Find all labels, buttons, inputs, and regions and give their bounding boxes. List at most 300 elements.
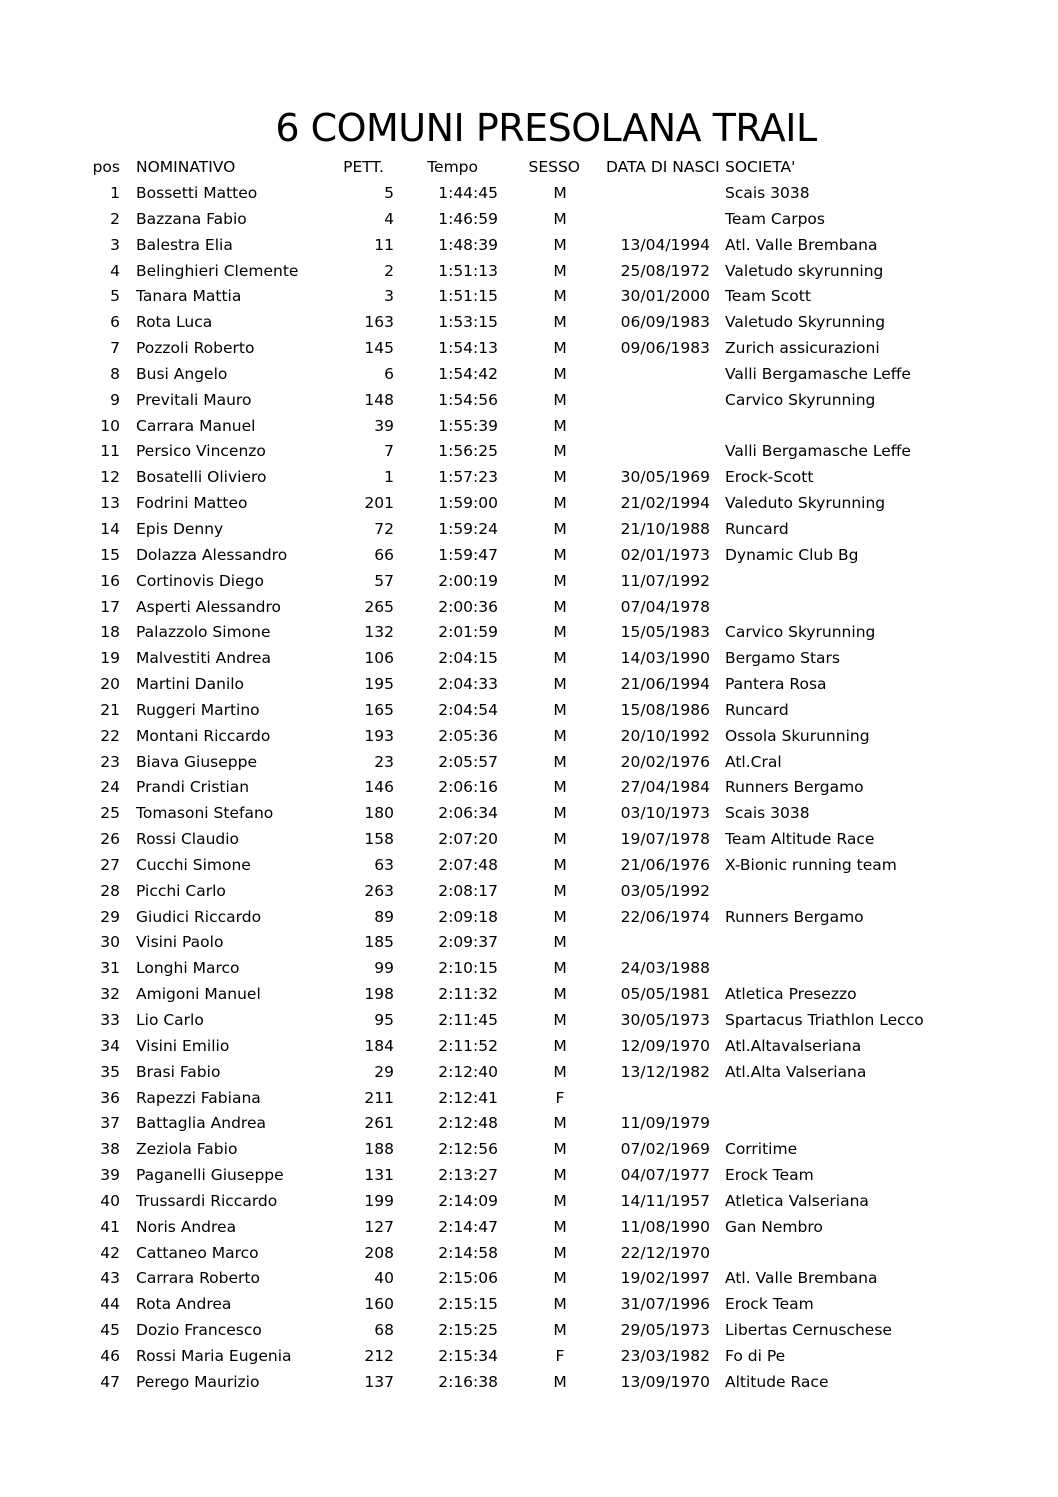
row-time: 2:12:56	[438, 1140, 498, 1159]
row-pos: 35	[100, 1062, 120, 1081]
table-row	[0, 879, 1058, 905]
row-time: 1:54:13	[438, 339, 498, 358]
row-name: Belinghieri Clemente	[136, 261, 299, 280]
row-pos: 19	[100, 649, 120, 668]
row-name: Biava Giuseppe	[136, 752, 258, 771]
row-sex: M	[553, 881, 567, 900]
row-club: Runners Bergamo	[725, 907, 864, 926]
row-name: Prandi Cristian	[136, 778, 250, 797]
row-name: Perego Maurizio	[136, 1372, 260, 1391]
header-time: Tempo	[427, 158, 478, 176]
row-name: Martini Danilo	[136, 675, 245, 694]
row-name: Noris Andrea	[136, 1217, 237, 1236]
row-club: Altitude Race	[725, 1372, 829, 1391]
row-club: Atl. Valle Brembana	[725, 235, 878, 254]
row-sex: M	[553, 209, 567, 228]
row-dob	[590, 930, 710, 956]
row-dob: 11/08/1990	[620, 1217, 710, 1236]
row-name: Cortinovis Diego	[136, 571, 264, 590]
row-sex: M	[553, 1321, 567, 1340]
row-bib: 11	[374, 235, 394, 254]
row-bib: 1	[384, 468, 394, 487]
row-sex: M	[553, 1062, 567, 1081]
row-sex: M	[553, 571, 567, 590]
row-bib: 148	[364, 390, 394, 409]
row-sex: M	[553, 339, 567, 358]
row-club: Team Altitude Race	[725, 830, 875, 849]
row-pos: 20	[100, 675, 120, 694]
row-dob	[590, 207, 710, 233]
row-name: Bosatelli Oliviero	[136, 468, 267, 487]
row-sex: M	[553, 959, 567, 978]
row-dob: 15/05/1983	[620, 623, 710, 642]
row-bib: 199	[364, 1191, 394, 1210]
row-pos: 9	[110, 390, 120, 409]
row-dob: 20/02/1976	[620, 752, 710, 771]
row-dob: 15/08/1986	[620, 700, 710, 719]
row-dob	[590, 388, 710, 414]
row-sex: M	[553, 1036, 567, 1055]
row-pos: 47	[100, 1372, 120, 1391]
row-pos: 13	[100, 494, 120, 513]
header-sex: SESSO	[528, 158, 580, 176]
row-time: 2:15:06	[438, 1269, 498, 1288]
row-dob: 20/10/1992	[620, 726, 710, 745]
row-pos: 12	[100, 468, 120, 487]
row-pos: 2	[110, 209, 120, 228]
row-bib: 23	[374, 752, 394, 771]
row-pos: 24	[100, 778, 120, 797]
row-club: Atl. Valle Brembana	[725, 1269, 878, 1288]
row-name: Visini Emilio	[136, 1036, 230, 1055]
row-sex: M	[553, 1114, 567, 1133]
row-club: Runcard	[725, 700, 789, 719]
row-sex: M	[553, 778, 567, 797]
row-pos: 18	[100, 623, 120, 642]
row-pos: 34	[100, 1036, 120, 1055]
row-pos: 37	[100, 1114, 120, 1133]
row-dob: 04/07/1977	[620, 1166, 710, 1185]
row-dob: 27/04/1984	[620, 778, 710, 797]
row-time: 1:53:15	[438, 313, 498, 332]
row-name: Persico Vincenzo	[136, 442, 266, 461]
row-club: Corritime	[725, 1140, 798, 1159]
row-club: Runners Bergamo	[725, 778, 864, 797]
row-time: 2:16:38	[438, 1372, 498, 1391]
table-row	[0, 1137, 1058, 1163]
row-sex: M	[553, 675, 567, 694]
row-dob: 21/06/1976	[620, 855, 710, 874]
row-dob: 24/03/1988	[620, 959, 710, 978]
row-name: Tomasoni Stefano	[136, 804, 274, 823]
row-club: Bergamo Stars	[725, 649, 840, 668]
row-dob: 30/01/2000	[620, 287, 710, 306]
table-row	[0, 1086, 1058, 1112]
row-time: 2:06:34	[438, 804, 498, 823]
row-dob: 11/07/1992	[620, 571, 710, 590]
row-name: Trussardi Riccardo	[136, 1191, 278, 1210]
document-title: 6 COMUNI PRESOLANA TRAIL	[275, 106, 817, 150]
row-dob: 30/05/1973	[620, 1011, 710, 1029]
row-bib: 165	[364, 700, 394, 719]
row-club: X-Bionic running team	[725, 855, 897, 874]
row-pos: 40	[100, 1191, 120, 1210]
row-name: Rapezzi Fabiana	[136, 1088, 261, 1107]
row-sex: M	[553, 726, 567, 745]
row-bib: 4	[384, 209, 394, 228]
row-dob: 05/05/1981	[620, 985, 710, 1004]
row-pos: 31	[100, 959, 120, 978]
table-row	[0, 362, 1058, 388]
row-name: Longhi Marco	[136, 959, 240, 978]
row-name: Lio Carlo	[136, 1011, 204, 1029]
row-time: 1:57:23	[438, 468, 498, 487]
table-row	[0, 775, 1058, 801]
row-name: Malvestiti Andrea	[136, 649, 271, 668]
row-pos: 17	[100, 597, 120, 616]
header-pos: pos	[92, 158, 120, 176]
row-pos: 16	[100, 571, 120, 590]
row-sex: M	[553, 804, 567, 823]
row-sex: M	[553, 1295, 567, 1314]
row-time: 2:05:57	[438, 752, 498, 771]
row-club	[725, 414, 1055, 440]
row-dob: 11/09/1979	[620, 1114, 710, 1133]
row-dob: 13/04/1994	[620, 235, 710, 254]
row-name: Rossi Maria Eugenia	[136, 1346, 292, 1365]
row-sex: M	[553, 1217, 567, 1236]
row-sex: M	[553, 907, 567, 926]
table-header-row	[0, 155, 1058, 181]
row-bib: 5	[384, 184, 394, 202]
row-pos: 26	[100, 830, 120, 849]
row-club: Valli Bergamasche Leffe	[725, 364, 911, 383]
row-pos: 33	[100, 1011, 120, 1029]
row-pos: 4	[110, 261, 120, 280]
row-bib: 7	[384, 442, 394, 461]
row-bib: 160	[364, 1295, 394, 1314]
row-bib: 132	[364, 623, 394, 642]
table-row	[0, 284, 1058, 310]
row-name: Bossetti Matteo	[136, 184, 258, 202]
row-time: 1:51:13	[438, 261, 498, 280]
row-name: Giudici Riccardo	[136, 907, 262, 926]
row-dob	[590, 181, 710, 207]
row-pos: 36	[100, 1088, 120, 1107]
row-bib: 188	[364, 1140, 394, 1159]
table-row	[0, 1163, 1058, 1189]
row-sex: M	[553, 1269, 567, 1288]
table-row	[0, 620, 1058, 646]
table-row	[0, 388, 1058, 414]
row-pos: 25	[100, 804, 120, 823]
row-name: Carrara Manuel	[136, 416, 256, 435]
row-dob: 03/05/1992	[620, 881, 710, 900]
row-dob: 07/02/1969	[620, 1140, 710, 1159]
table-row	[0, 698, 1058, 724]
row-sex: M	[553, 1166, 567, 1185]
row-club: Dynamic Club Bg	[725, 545, 859, 564]
row-time: 2:12:40	[438, 1062, 498, 1081]
row-club: Atletica Presezzo	[725, 985, 857, 1004]
row-club	[725, 1241, 1055, 1267]
table-row	[0, 569, 1058, 595]
row-club: Atletica Valseriana	[725, 1191, 869, 1210]
row-time: 2:15:25	[438, 1321, 498, 1340]
row-bib: 89	[374, 907, 394, 926]
row-club: Atl.Altavalseriana	[725, 1036, 862, 1055]
row-club	[725, 569, 1055, 595]
row-pos: 7	[110, 339, 120, 358]
row-pos: 8	[110, 364, 120, 383]
row-club: Carvico Skyrunning	[725, 390, 876, 409]
header-name: NOMINATIVO	[136, 158, 236, 176]
row-name: Balestra Elia	[136, 235, 233, 254]
header-bib: PETT.	[343, 158, 384, 176]
row-bib: 95	[374, 1011, 394, 1029]
table-row	[0, 905, 1058, 931]
row-name: Montani Riccardo	[136, 726, 271, 745]
row-bib: 29	[374, 1062, 394, 1081]
row-time: 1:51:15	[438, 287, 498, 306]
row-dob	[590, 1086, 710, 1112]
row-pos: 43	[100, 1269, 120, 1288]
row-pos: 29	[100, 907, 120, 926]
row-sex: M	[553, 1140, 567, 1159]
row-bib: 39	[374, 416, 394, 435]
row-name: Tanara Mattia	[136, 287, 242, 306]
row-pos: 41	[100, 1217, 120, 1236]
row-name: Visini Paolo	[136, 933, 224, 952]
table-row	[0, 1060, 1058, 1086]
row-name: Pozzoli Roberto	[136, 339, 255, 358]
row-club	[725, 930, 1055, 956]
row-pos: 27	[100, 855, 120, 874]
row-pos: 39	[100, 1166, 120, 1185]
table-row	[0, 491, 1058, 517]
row-name: Carrara Roberto	[136, 1269, 260, 1288]
row-time: 2:15:34	[438, 1346, 498, 1365]
table-row	[0, 1292, 1058, 1318]
table-row	[0, 1266, 1058, 1292]
table-row	[0, 1215, 1058, 1241]
row-bib: 201	[364, 494, 394, 513]
row-dob: 13/12/1982	[620, 1062, 710, 1081]
row-pos: 38	[100, 1140, 120, 1159]
row-sex: M	[553, 468, 567, 487]
row-time: 2:10:15	[438, 959, 498, 978]
row-bib: 63	[374, 855, 394, 874]
table-row	[0, 956, 1058, 982]
row-dob: 25/08/1972	[620, 261, 710, 280]
row-club	[725, 879, 1055, 905]
row-time: 2:04:33	[438, 675, 498, 694]
table-row	[0, 1008, 1058, 1034]
row-bib: 40	[374, 1269, 394, 1288]
row-time: 1:59:00	[438, 494, 498, 513]
row-time: 1:56:25	[438, 442, 498, 461]
row-time: 2:04:54	[438, 700, 498, 719]
row-dob	[590, 414, 710, 440]
table-row	[0, 724, 1058, 750]
row-time: 2:00:36	[438, 597, 498, 616]
table-row	[0, 827, 1058, 853]
row-bib: 106	[364, 649, 394, 668]
table-row	[0, 310, 1058, 336]
row-time: 2:11:45	[438, 1011, 498, 1029]
row-club: Team Carpos	[725, 209, 825, 228]
row-time: 2:13:27	[438, 1166, 498, 1185]
row-name: Asperti Alessandro	[136, 597, 282, 616]
row-dob: 22/06/1974	[620, 907, 710, 926]
row-pos: 30	[100, 933, 120, 952]
table-row	[0, 750, 1058, 776]
row-dob: 07/04/1978	[620, 597, 710, 616]
row-club	[725, 1111, 1055, 1137]
row-club: Team Scott	[725, 287, 811, 306]
table-row	[0, 646, 1058, 672]
row-bib: 68	[374, 1321, 394, 1340]
row-time: 1:55:39	[438, 416, 498, 435]
row-club: Scais 3038	[725, 184, 810, 202]
row-pos: 3	[110, 235, 120, 254]
table-body	[0, 181, 1058, 1396]
row-dob: 12/09/1970	[620, 1036, 710, 1055]
row-name: Cucchi Simone	[136, 855, 251, 874]
row-bib: 193	[364, 726, 394, 745]
row-pos: 46	[100, 1346, 120, 1365]
row-name: Ruggeri Martino	[136, 700, 260, 719]
row-time: 1:48:39	[438, 235, 498, 254]
row-pos: 15	[100, 545, 120, 564]
row-bib: 185	[364, 933, 394, 952]
row-sex: M	[553, 855, 567, 874]
row-club: Valetudo skyrunning	[725, 261, 884, 280]
row-club: Scais 3038	[725, 804, 810, 823]
row-name: Brasi Fabio	[136, 1062, 221, 1081]
row-time: 2:09:37	[438, 933, 498, 952]
row-name: Rota Luca	[136, 313, 213, 332]
row-time: 1:44:45	[438, 184, 498, 202]
results-table	[0, 155, 1058, 1396]
row-name: Fodrini Matteo	[136, 494, 248, 513]
row-sex: M	[553, 261, 567, 280]
row-sex: M	[553, 313, 567, 332]
row-bib: 99	[374, 959, 394, 978]
table-row	[0, 543, 1058, 569]
row-bib: 145	[364, 339, 394, 358]
row-pos: 28	[100, 881, 120, 900]
table-row	[0, 1318, 1058, 1344]
row-pos: 14	[100, 519, 120, 538]
row-sex: M	[553, 597, 567, 616]
row-club: Runcard	[725, 519, 789, 538]
row-sex: M	[553, 235, 567, 254]
row-sex: M	[553, 700, 567, 719]
row-bib: 261	[364, 1114, 394, 1133]
row-club: Valeduto Skyrunning	[725, 494, 886, 513]
table-row	[0, 414, 1058, 440]
row-time: 2:09:18	[438, 907, 498, 926]
header-dob: DATA DI NASCI	[606, 158, 720, 176]
row-dob: 21/06/1994	[620, 675, 710, 694]
row-sex: M	[553, 752, 567, 771]
row-dob: 21/02/1994	[620, 494, 710, 513]
table-row	[0, 207, 1058, 233]
table-row	[0, 1111, 1058, 1137]
row-club: Pantera Rosa	[725, 675, 827, 694]
row-pos: 21	[100, 700, 120, 719]
row-dob	[590, 439, 710, 465]
row-name: Dolazza Alessandro	[136, 545, 288, 564]
row-sex: M	[553, 649, 567, 668]
row-bib: 265	[364, 597, 394, 616]
row-pos: 45	[100, 1321, 120, 1340]
row-dob: 23/03/1982	[620, 1346, 710, 1365]
row-sex: M	[553, 830, 567, 849]
row-sex: M	[553, 1011, 567, 1029]
row-pos: 32	[100, 985, 120, 1004]
row-club: Spartacus Triathlon Lecco	[725, 1011, 924, 1029]
row-dob	[590, 362, 710, 388]
row-pos: 6	[110, 313, 120, 332]
row-sex: M	[553, 1243, 567, 1262]
row-bib: 146	[364, 778, 394, 797]
row-dob: 19/07/1978	[620, 830, 710, 849]
table-row	[0, 1370, 1058, 1396]
row-sex: M	[553, 985, 567, 1004]
row-time: 1:59:24	[438, 519, 498, 538]
row-bib: 208	[364, 1243, 394, 1262]
row-sex: M	[553, 287, 567, 306]
row-sex: M	[553, 442, 567, 461]
row-time: 2:07:48	[438, 855, 498, 874]
row-club: Erock Team	[725, 1166, 814, 1185]
row-pos: 5	[110, 287, 120, 306]
table-row	[0, 1189, 1058, 1215]
row-club: Gan Nembro	[725, 1217, 823, 1236]
row-time: 1:46:59	[438, 209, 498, 228]
row-time: 2:12:41	[438, 1088, 498, 1107]
row-pos: 44	[100, 1295, 120, 1314]
table-row	[0, 930, 1058, 956]
row-time: 2:06:16	[438, 778, 498, 797]
row-club	[725, 595, 1055, 621]
table-row	[0, 1034, 1058, 1060]
row-club: Valli Bergamasche Leffe	[725, 442, 911, 461]
row-dob: 19/02/1997	[620, 1269, 710, 1288]
row-name: Zeziola Fabio	[136, 1140, 238, 1159]
row-bib: 66	[374, 545, 394, 564]
row-sex: M	[553, 364, 567, 383]
row-sex: M	[553, 933, 567, 952]
row-bib: 198	[364, 985, 394, 1004]
row-time: 2:08:17	[438, 881, 498, 900]
row-time: 2:00:19	[438, 571, 498, 590]
row-bib: 3	[384, 287, 394, 306]
row-time: 2:14:58	[438, 1243, 498, 1262]
row-bib: 184	[364, 1036, 394, 1055]
row-time: 2:14:47	[438, 1217, 498, 1236]
row-bib: 180	[364, 804, 394, 823]
row-name: Previtali Mauro	[136, 390, 252, 409]
row-name: Dozio Francesco	[136, 1321, 262, 1340]
row-bib: 163	[364, 313, 394, 332]
row-name: Busi Angelo	[136, 364, 228, 383]
row-name: Battaglia Andrea	[136, 1114, 266, 1133]
row-time: 2:11:52	[438, 1036, 498, 1055]
table-row	[0, 465, 1058, 491]
